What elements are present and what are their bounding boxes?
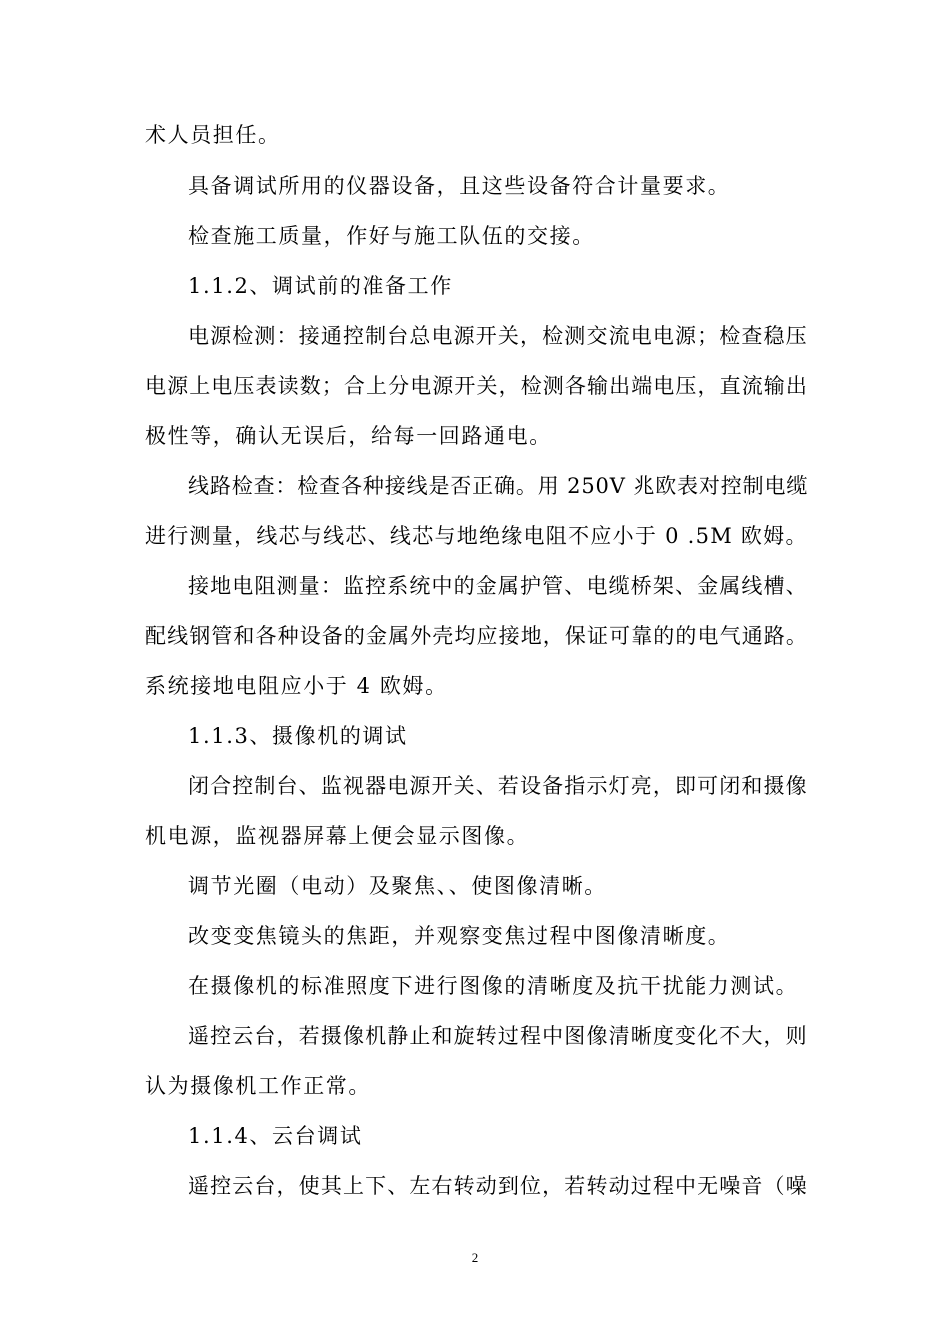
text-line: 电源检测：接通控制台总电源开关，检测交流电电源；检查稳压 [188, 324, 808, 348]
text-line: 认为摄像机工作正常。 [145, 1074, 371, 1098]
text-line: 具备调试所用的仪器设备，且这些设备符合计量要求。 [188, 174, 731, 198]
text-line: 接地电阻测量：监控系统中的金属护管、电缆桥架、金属线槽、 [188, 574, 808, 598]
section-heading: 1.1.2、调试前的准备工作 [188, 274, 453, 298]
section-heading: 1.1.4、云台调试 [188, 1124, 363, 1148]
text-line: 在摄像机的标准照度下进行图像的清晰度及抗干扰能力测试。 [188, 974, 799, 998]
section-heading: 1.1.3、摄像机的调试 [188, 724, 408, 748]
text-line: 遥控云台，若摄像机静止和旋转过程中图像清晰度变化不大，则 [188, 1024, 808, 1048]
text-line: 进行测量，线芯与线芯、线芯与地绝缘电阻不应小于 0 .5M 欧姆。 [145, 524, 808, 548]
text-line: 电源上电压表读数；合上分电源开关，检测各输出端电压，直流输出 [145, 374, 808, 398]
text-line: 线路检查：检查各种接线是否正确。用 250V 兆欧表对控制电缆 [188, 474, 809, 498]
text-line: 配线钢管和各种设备的金属外壳均应接地，保证可靠的的电气通路。 [145, 624, 808, 648]
page-number: 2 [471, 1250, 479, 1265]
text-line: 机电源，监视器屏幕上便会显示图像。 [145, 824, 530, 848]
text-line: 改变变焦镜头的焦距，并观察变焦过程中图像清晰度。 [188, 924, 731, 948]
text-line: 极性等，确认无误后，给每一回路通电。 [145, 424, 552, 448]
text-line: 术人员担任。 [145, 123, 281, 147]
text-line: 遥控云台，使其上下、左右转动到位，若转动过程中无噪音（噪 [188, 1174, 808, 1198]
text-line: 系统接地电阻应小于 4 欧姆。 [145, 674, 448, 698]
text-line: 调节光圈（电动）及聚焦、、使图像清晰。 [188, 874, 607, 898]
text-line: 闭合控制台、监视器电源开关、若设备指示灯亮，即可闭和摄像 [188, 774, 808, 798]
text-line: 检查施工质量，作好与施工队伍的交接。 [188, 224, 595, 248]
